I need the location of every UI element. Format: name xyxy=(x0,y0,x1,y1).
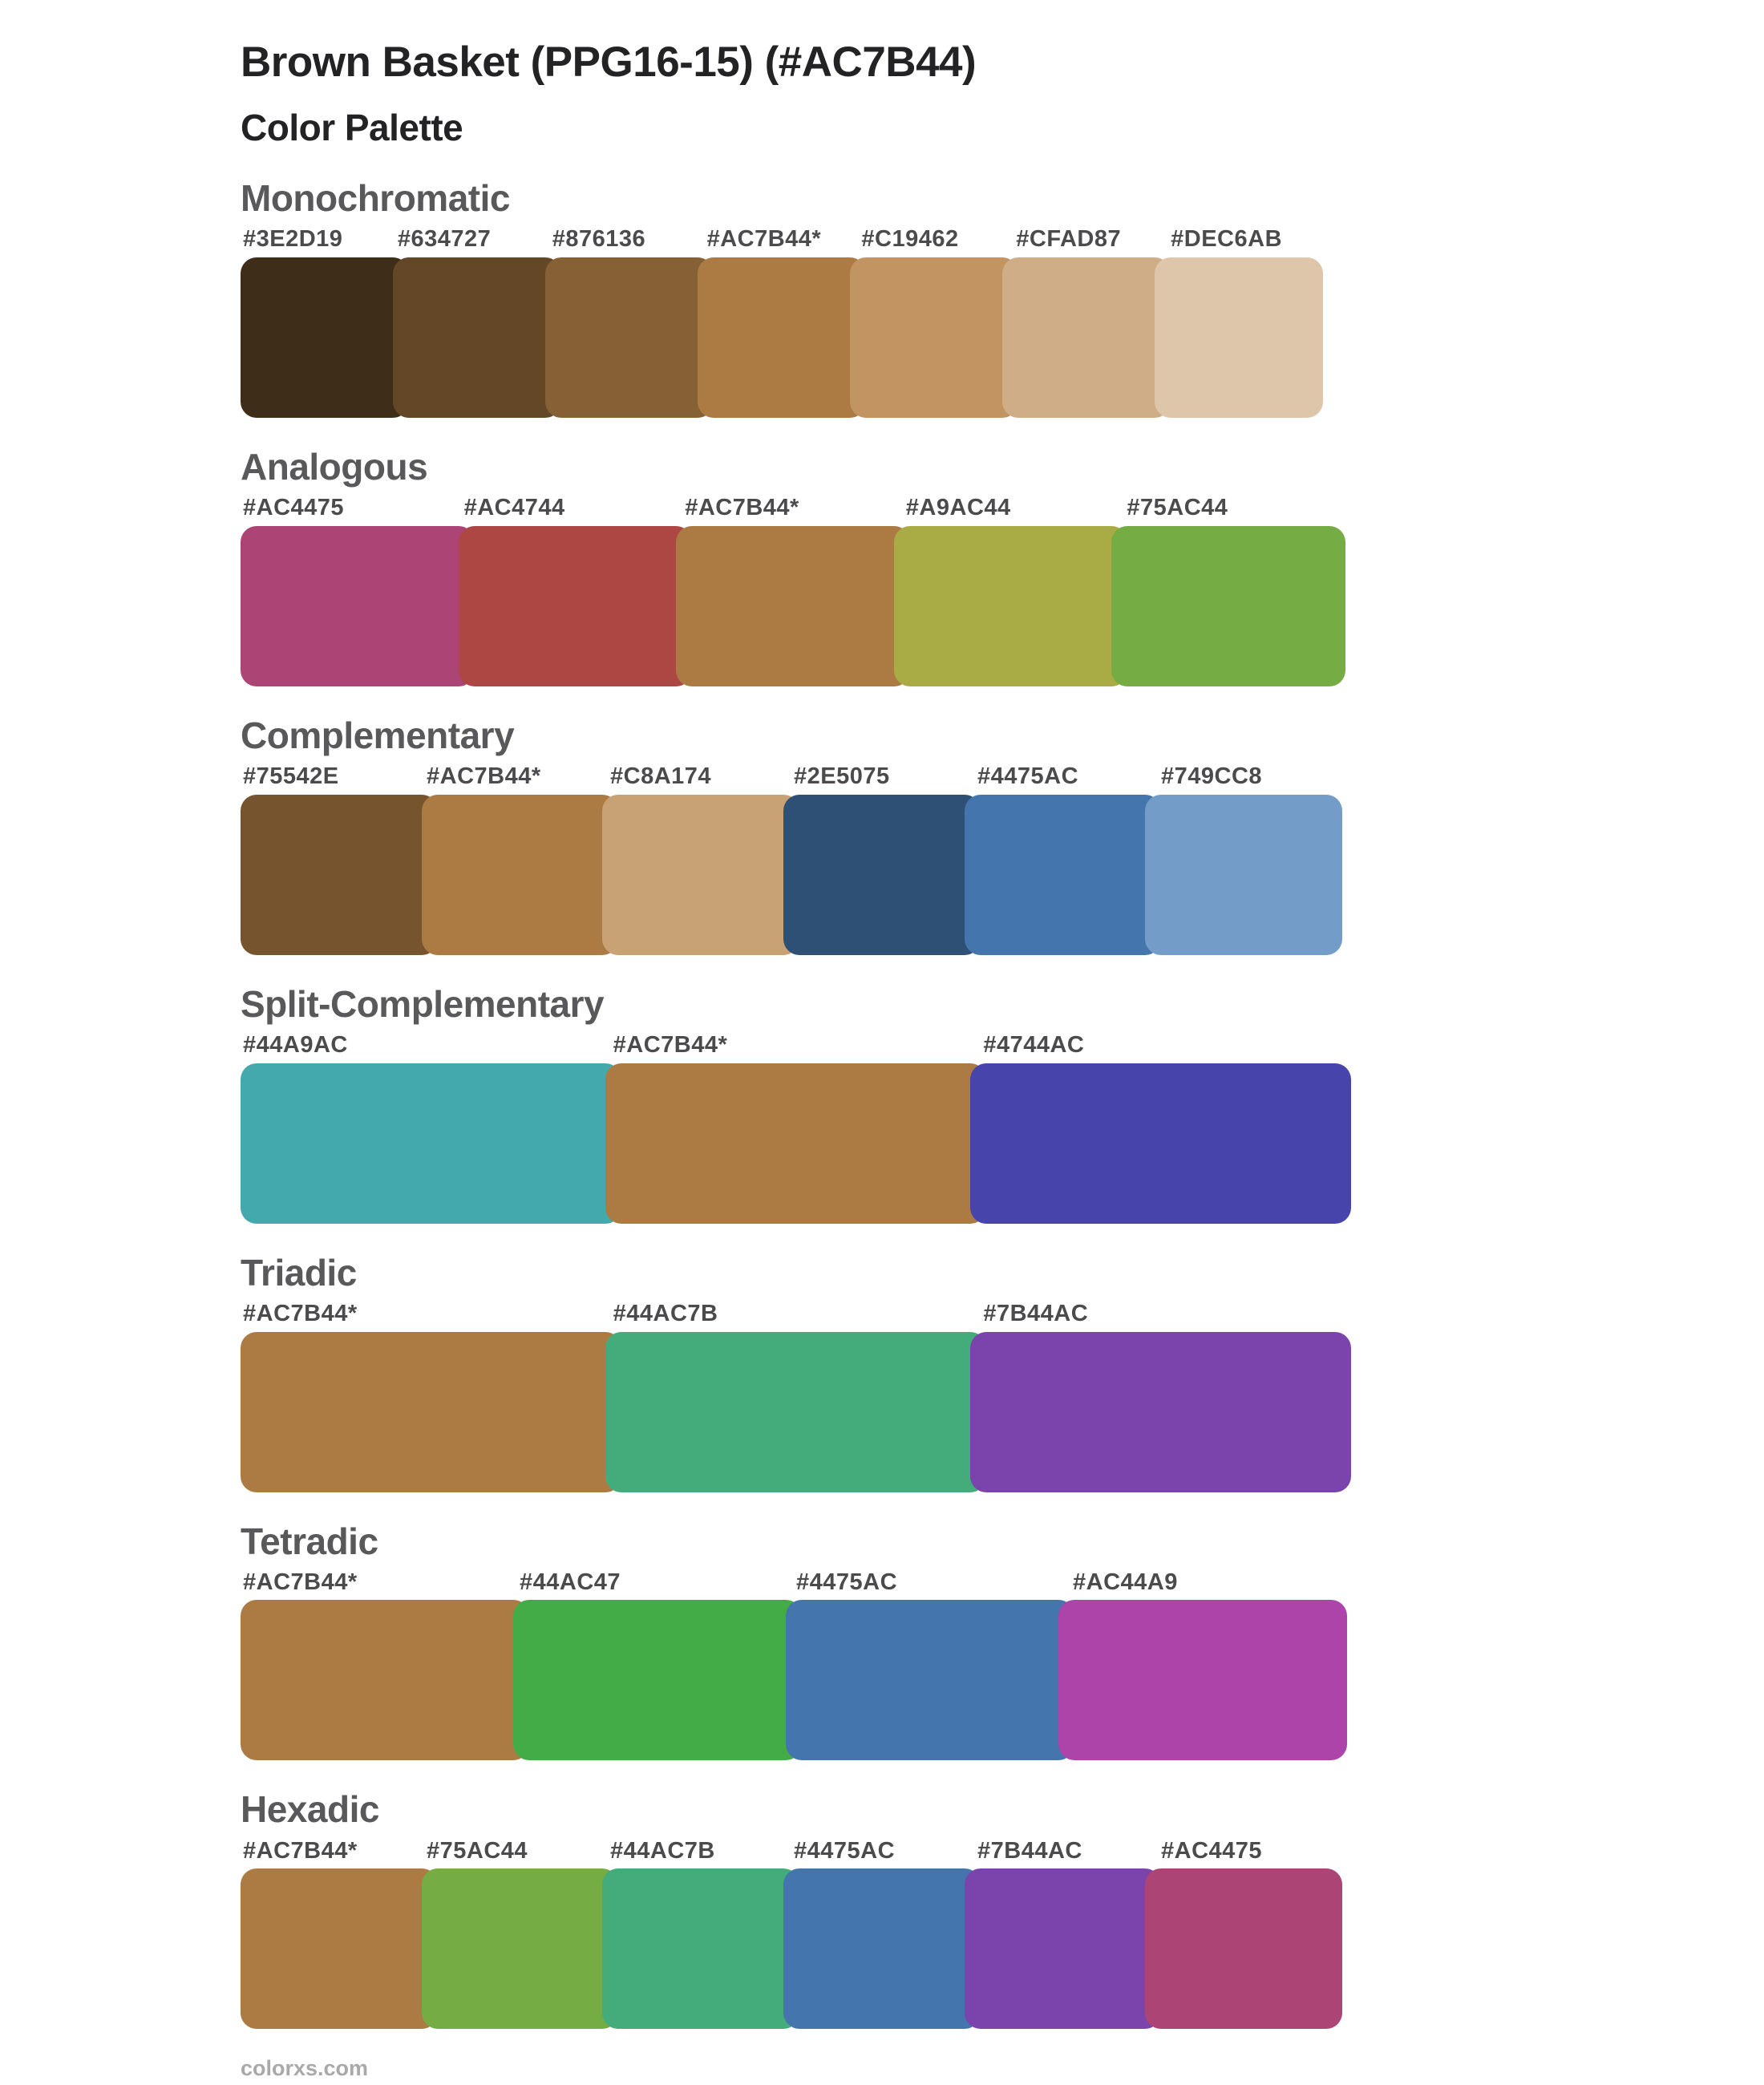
swatch-hex-label: #AC7B44* xyxy=(243,1301,358,1327)
swatch-hex-label: #AC7B44* xyxy=(685,495,799,521)
color-swatch[interactable] xyxy=(1058,1600,1347,1760)
swatch-hex-label: #A9AC44 xyxy=(905,495,1011,521)
page-title: Brown Basket (PPG16-15) (#AC7B44) xyxy=(241,38,977,86)
swatch-hex-label: #AC7B44* xyxy=(243,1569,358,1596)
swatch-row xyxy=(241,795,1342,955)
color-swatch[interactable] xyxy=(1111,526,1345,686)
swatch-hex-label: #3E2D19 xyxy=(243,226,343,253)
section-heading-tetradic: Tetradic xyxy=(241,1520,378,1562)
section-complementary xyxy=(241,715,1764,955)
color-swatch[interactable] xyxy=(676,526,910,686)
swatch-hex-label: #7B44AC xyxy=(977,1838,1082,1864)
color-swatch[interactable] xyxy=(241,795,438,955)
swatch-hex-label: #4475AC xyxy=(796,1569,898,1596)
section-heading-analogous: Analogous xyxy=(241,445,428,488)
swatch-hex-label: #7B44AC xyxy=(983,1301,1089,1327)
swatch-hex-label: #AC4744 xyxy=(463,495,565,521)
color-swatch[interactable] xyxy=(605,1063,986,1224)
section-heading-triadic: Triadic xyxy=(241,1251,357,1294)
section-heading-hexadic: Hexadic xyxy=(241,1788,379,1831)
hex-label-row xyxy=(241,763,1342,790)
swatch-hex-label: #75AC44 xyxy=(1127,495,1228,521)
swatch-row xyxy=(241,257,1323,418)
hex-label-row xyxy=(241,1838,1342,1864)
swatch-row xyxy=(241,1600,1347,1760)
swatch-hex-label: #2E5075 xyxy=(794,763,890,790)
color-swatch[interactable] xyxy=(1155,257,1323,418)
color-swatch[interactable] xyxy=(894,526,1128,686)
color-swatch[interactable] xyxy=(965,1868,1162,2029)
hex-label-row xyxy=(241,495,1345,521)
swatch-hex-label: #AC7B44* xyxy=(243,1838,358,1864)
color-swatch[interactable] xyxy=(393,257,561,418)
color-swatch[interactable] xyxy=(241,1600,529,1760)
swatch-row xyxy=(241,1868,1342,2029)
swatch-hex-label: #AC7B44* xyxy=(613,1032,728,1059)
section-triadic xyxy=(241,1253,1764,1492)
color-swatch[interactable] xyxy=(970,1332,1351,1492)
swatch-hex-label: #4744AC xyxy=(983,1032,1085,1059)
color-swatch[interactable] xyxy=(970,1063,1351,1224)
swatch-hex-label: #75542E xyxy=(243,763,339,790)
section-tetradic xyxy=(241,1521,1764,1761)
section-analogous xyxy=(241,447,1764,686)
swatch-hex-label: #4475AC xyxy=(977,763,1079,790)
color-swatch[interactable] xyxy=(783,795,981,955)
color-swatch[interactable] xyxy=(422,1868,619,2029)
color-swatch[interactable] xyxy=(1145,1868,1342,2029)
swatch-hex-label: #44AC7B xyxy=(613,1301,718,1327)
swatch-hex-label: #876136 xyxy=(552,226,646,253)
color-swatch[interactable] xyxy=(1002,257,1171,418)
swatch-hex-label: #AC7B44* xyxy=(706,226,822,253)
palette-sections xyxy=(241,178,1764,2030)
color-swatch[interactable] xyxy=(241,1332,621,1492)
color-swatch[interactable] xyxy=(545,257,714,418)
section-heading-complementary: Complementary xyxy=(241,714,515,756)
swatch-hex-label: #749CC8 xyxy=(1161,763,1263,790)
swatch-hex-label: #AC4475 xyxy=(1161,1838,1263,1864)
color-swatch[interactable] xyxy=(241,526,475,686)
footer-site-link[interactable]: colorxs.com xyxy=(241,2056,369,2081)
swatch-hex-label: #DEC6AB xyxy=(1171,226,1283,253)
hex-label-row xyxy=(241,1569,1347,1596)
swatch-hex-label: #44AC47 xyxy=(520,1569,621,1596)
color-swatch[interactable] xyxy=(698,257,866,418)
hex-label-row xyxy=(241,1301,1351,1327)
swatch-hex-label: #C8A174 xyxy=(610,763,712,790)
section-split-complementary xyxy=(241,984,1764,1224)
color-swatch[interactable] xyxy=(786,1600,1074,1760)
hex-label-row xyxy=(241,226,1323,253)
color-swatch[interactable] xyxy=(422,795,619,955)
hex-label-row xyxy=(241,1032,1351,1059)
swatch-hex-label: #44AC7B xyxy=(610,1838,715,1864)
swatch-hex-label: #AC44A9 xyxy=(1073,1569,1178,1596)
color-swatch[interactable] xyxy=(241,1063,621,1224)
swatch-hex-label: #CFAD87 xyxy=(1016,226,1122,253)
color-swatch[interactable] xyxy=(1145,795,1342,955)
color-swatch[interactable] xyxy=(783,1868,981,2029)
swatch-hex-label: #C19462 xyxy=(861,226,959,253)
color-swatch[interactable] xyxy=(850,257,1018,418)
swatch-hex-label: #634727 xyxy=(397,226,492,253)
swatch-row xyxy=(241,526,1345,686)
color-swatch[interactable] xyxy=(605,1332,986,1492)
color-swatch[interactable] xyxy=(241,1868,438,2029)
color-swatch[interactable] xyxy=(513,1600,802,1760)
color-swatch[interactable] xyxy=(965,795,1162,955)
swatch-hex-label: #4475AC xyxy=(794,1838,896,1864)
swatch-hex-label: #AC7B44* xyxy=(427,763,541,790)
section-heading-monochromatic: Monochromatic xyxy=(241,176,510,219)
page-subtitle: Color Palette xyxy=(241,106,463,148)
swatch-row xyxy=(241,1332,1351,1492)
color-swatch[interactable] xyxy=(602,1868,799,2029)
section-hexadic xyxy=(241,1789,1764,2029)
section-monochromatic xyxy=(241,178,1764,418)
section-heading-split-complementary: Split-Complementary xyxy=(241,982,605,1025)
swatch-hex-label: #44A9AC xyxy=(243,1032,348,1059)
color-swatch[interactable] xyxy=(241,257,409,418)
color-swatch[interactable] xyxy=(602,795,799,955)
swatch-hex-label: #75AC44 xyxy=(427,1838,528,1864)
swatch-hex-label: #AC4475 xyxy=(243,495,345,521)
swatch-row xyxy=(241,1063,1351,1224)
color-swatch[interactable] xyxy=(459,526,693,686)
